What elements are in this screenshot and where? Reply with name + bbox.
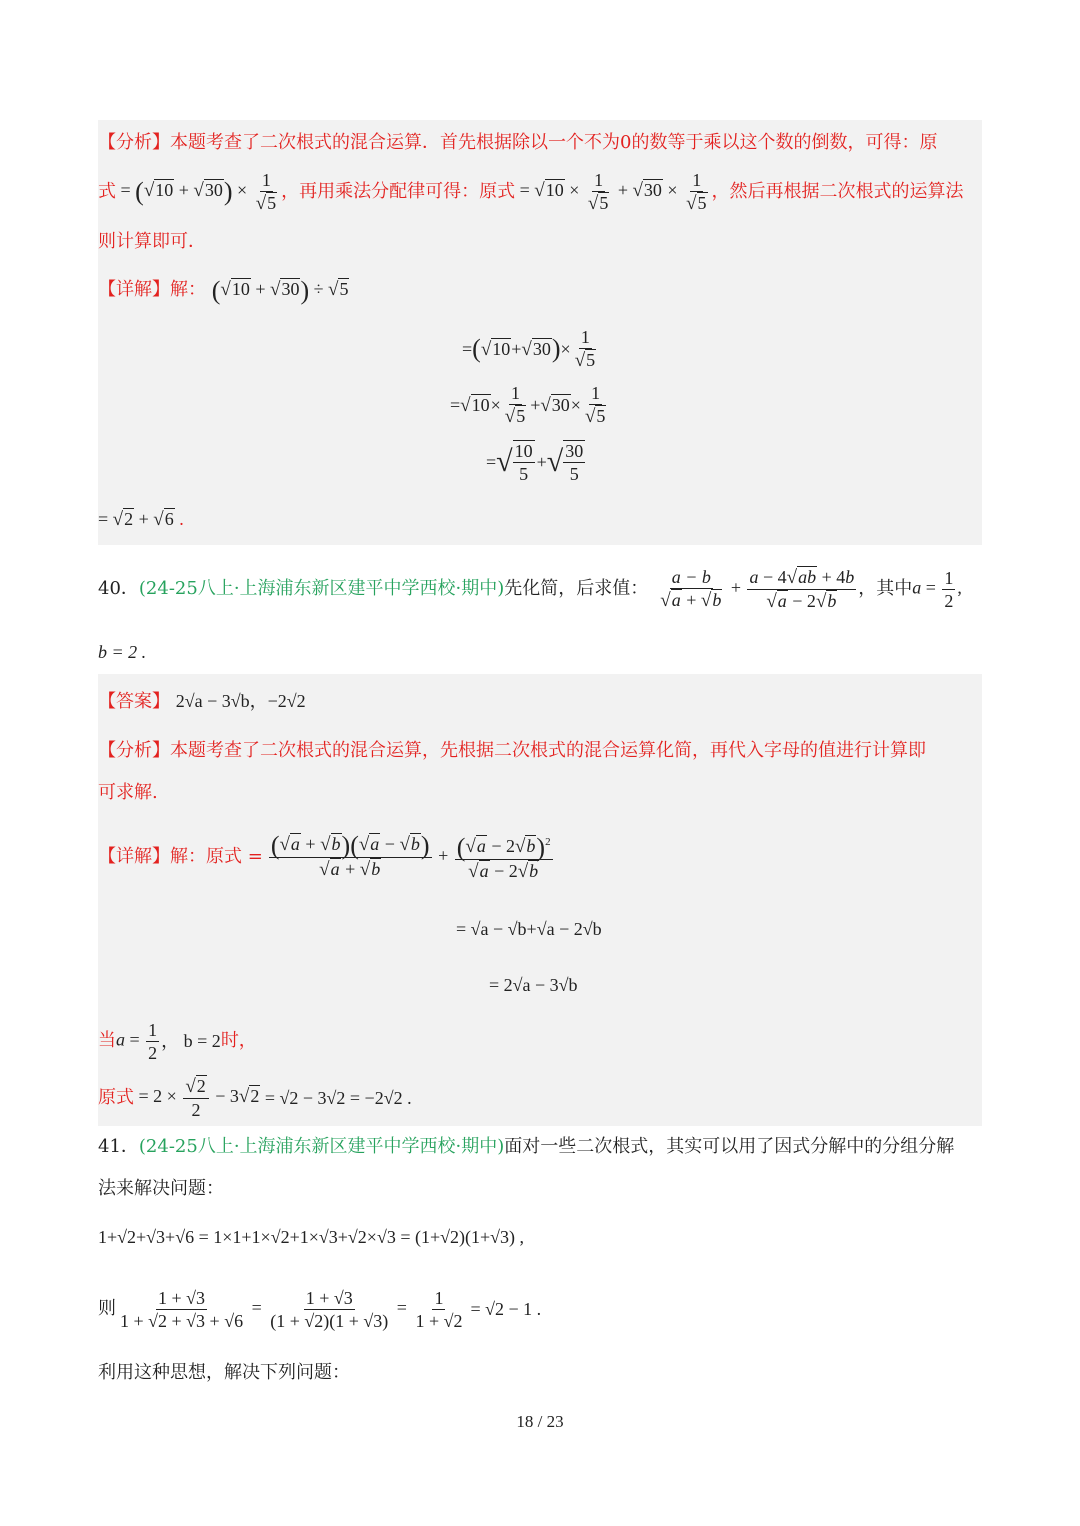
- detail-final: = √2 + √6 .: [98, 509, 184, 530]
- when-prefix: 当: [98, 1030, 116, 1051]
- final-expr-40: = 2 × $\frac{√2}{2}$ − 3√2: [134, 1076, 260, 1120]
- q41-line1: [98, 1136, 954, 1158]
- when-a: a = $\frac{1}{2}$: [116, 1019, 158, 1063]
- answer-text: 2√a − 3√b，−2√2: [175, 691, 306, 711]
- detail-step3: = √ $\frac{10}{5}$ + √ $\frac{30}{5}$: [486, 441, 584, 484]
- q40-expression: $\frac{a - b}{√a + √b}$ + $\frac{a - 4√ab + 4b}{√a - 2√b}$: [660, 566, 855, 612]
- q40-a-value: a = $\frac{1}{2}$ ,: [912, 567, 962, 611]
- detail-tag-40: 【详解】: [98, 846, 170, 867]
- q40-step3: = 2√a − 3√b: [489, 975, 578, 995]
- when-suffix: 时，: [220, 1030, 257, 1051]
- q40-line1: [98, 566, 962, 612]
- answer-tag: 【答案】: [98, 691, 170, 712]
- analysis-39-line1: [98, 132, 937, 154]
- analysis-tag: 【分析】: [98, 132, 170, 153]
- q40-source: (24-25八上·上海浦东新区建平中学西校·期中): [138, 578, 505, 599]
- q41-use-line: 利用这种思想，解决下列问题：: [98, 1362, 350, 1383]
- q41-ze: 则: [98, 1298, 116, 1319]
- detail-intro: 解：: [170, 279, 206, 300]
- analysis-shi: 式: [98, 181, 116, 202]
- q41-eq2: $\frac{1 + √3}{1 + √2 + √3 + √6}$ = $\frac{1 + √3}{(1 + √2)(1 + √3)}$ = $\frac{1}{1 + √2}$: [120, 1287, 463, 1331]
- q41-eq2-line: [98, 1280, 541, 1338]
- q41-line2: 法来解决问题：: [98, 1178, 224, 1199]
- formula-a: = (√10 + √30) × $\frac{1}{√5}$: [116, 170, 277, 214]
- q40-number: 40．: [98, 578, 139, 599]
- analysis-text-40: 本题考查了二次根式的混合运算，先根据二次根式的混合运算化简，再代入字母的值进行计算即: [170, 740, 926, 761]
- q40-final-line: [98, 1074, 412, 1122]
- q40-step2: = √a − √b+√a − 2√b: [456, 919, 602, 939]
- q41-number: 41．: [98, 1136, 139, 1157]
- detail-intro-40: 解：原式 =: [170, 846, 263, 867]
- detail-39-line: [98, 275, 349, 305]
- page-number: 18 / 23: [516, 1412, 564, 1431]
- detail-step1: = ( √10 + √30 ) × $\frac{1}{√5}$: [462, 327, 596, 371]
- yuanshi-label: 原式: [98, 1087, 134, 1108]
- when-mid: ， b = 2: [161, 1031, 221, 1051]
- analysis-tag-40: 【分析】: [98, 740, 170, 761]
- q40-text: 先化简，后求值：: [504, 578, 649, 599]
- q41-eq1: 1+√2+√3+√6 = 1×1+1×√2+1×√3+√2×√3 = (1+√2)(1+√3) ,: [98, 1227, 525, 1247]
- q41-eq2-tail: = √2 − 1 .: [470, 1299, 542, 1319]
- final-tail-40: = √2 − 3√2 = −2√2 .: [264, 1088, 412, 1108]
- detail-expr-40: $\frac{(√a + √b)(√a - √b)}{√a + √b}$ + $\frac{(√a - 2√b)^2}{√a - 2√b}$: [270, 830, 551, 883]
- q41-source: (24-25八上·上海浦东新区建平中学西校·期中): [138, 1136, 505, 1157]
- q41-text: 面对一些二次根式，其实可以用了因式分解中的分组分解: [504, 1136, 955, 1157]
- q40-answer-line: [98, 690, 306, 713]
- q40-analysis-line1: [98, 740, 926, 762]
- q40-where: ，其中: [858, 578, 913, 599]
- formula-b: = √10 × $\frac{1}{√5}$ + √30 × $\frac{1}{√5}$: [515, 170, 707, 214]
- q40-analysis-line2: 可求解.: [98, 782, 158, 803]
- analysis-39-line2: [98, 168, 964, 216]
- q40-when-line: [98, 1018, 257, 1064]
- analysis-mid: ，再用乘法分配律可得：原式: [281, 181, 516, 202]
- q40-b-value: b = 2 .: [98, 642, 147, 662]
- analysis-39-line3: 则计算即可．: [98, 231, 206, 252]
- analysis-tail: ，然后再根据二次根式的运算法: [711, 181, 964, 202]
- detail-step2: = √10 × $\frac{1}{√5}$ + √30 × $\frac{1}{√5}$: [450, 383, 606, 427]
- q40-detail-line: [98, 826, 555, 888]
- detail-tag: 【详解】: [98, 279, 170, 300]
- detail-expr: (√10 + √30) ÷ √5: [211, 275, 349, 305]
- analysis-text: 本题考查了二次根式的混合运算．首先根据除以一个不为0的数等于乘以这个数的倒数，可得：原: [170, 132, 938, 153]
